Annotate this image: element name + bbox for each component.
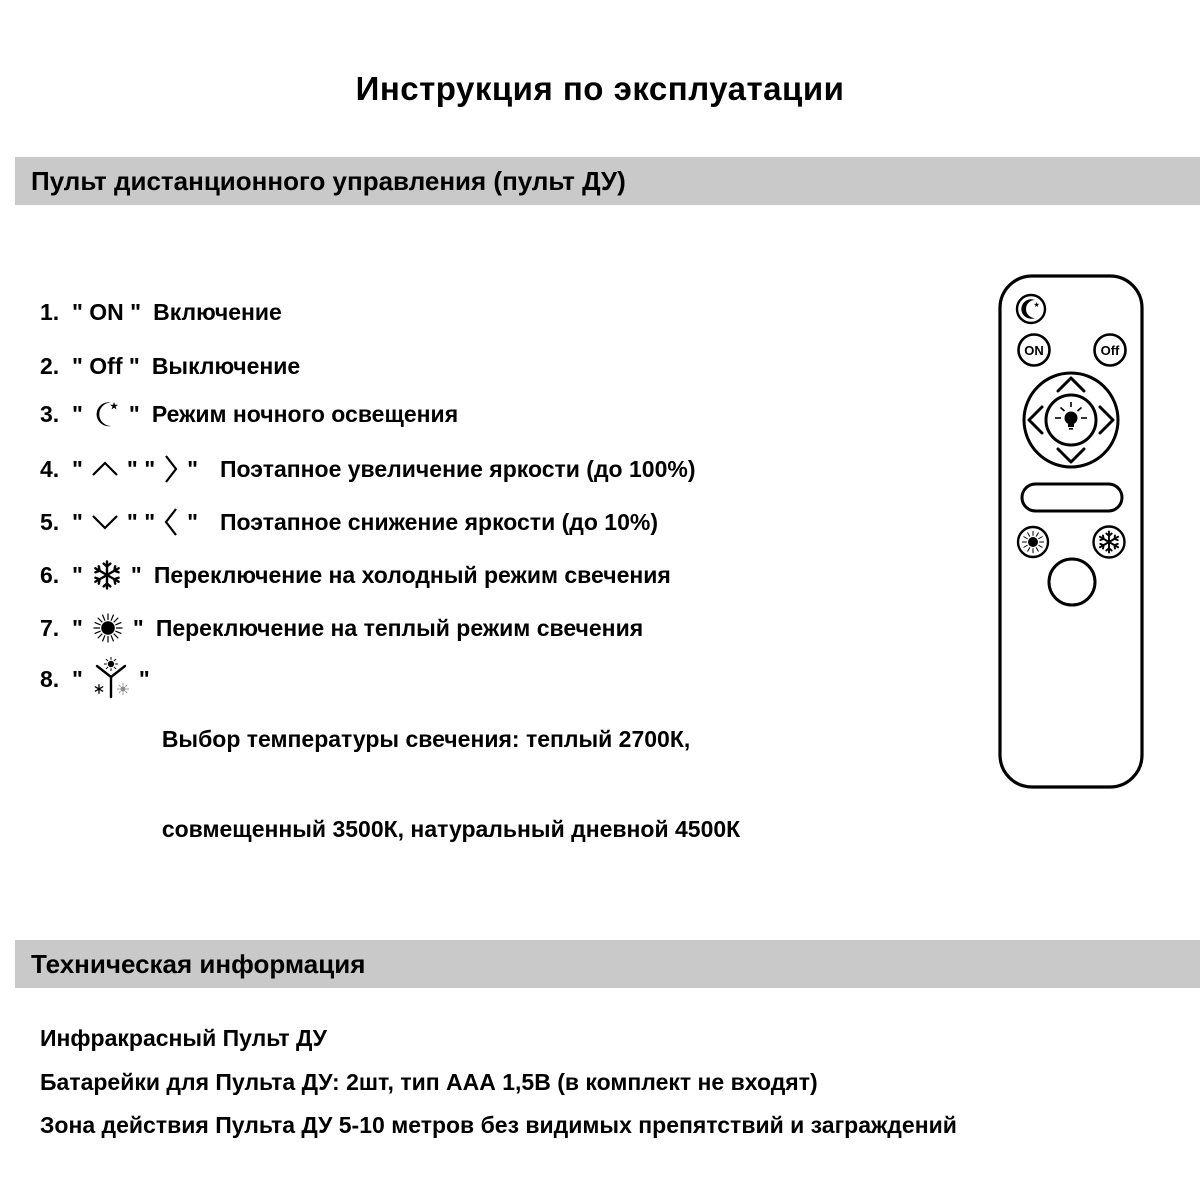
section-header-tech [15,940,1200,988]
quote: " [130,561,142,588]
item-number: 5. [40,508,60,535]
item-number: 6. [40,561,60,588]
item-number: 4. [40,455,60,482]
description-line-2: совмещенный 3500К, натуральный дневной 4500К [161,816,741,842]
quote: " [187,508,199,535]
list-item-on [40,294,282,330]
item-number: 3. [40,400,60,427]
quote: " [72,400,83,427]
list-item-night-mode [40,396,458,432]
item-number: 8. [40,666,60,692]
item-key: " ON " [72,298,142,325]
list-item-off [40,348,300,384]
item-description: Переключение на теплый режим свечения [155,614,644,641]
list-item-brightness-down [40,504,658,540]
remote-control-illustration [997,273,1145,791]
section-header-remote-label: Пульт дистанционного управления (пульт ДУ) [31,165,626,196]
list-item-warm-mode [40,610,643,646]
quote: " [187,455,199,482]
snowflake-icon [90,558,124,592]
section-header-remote [15,157,1200,205]
item-number: 2. [40,352,60,379]
quote: " " [126,508,156,535]
item-number: 7. [40,614,60,641]
item-description: Режим ночного освещения [151,400,459,427]
star-icon: ★ [1033,302,1040,309]
item-description [162,664,740,904]
item-description: Переключение на холодный режим свечения [153,561,671,588]
remote-warm-button [1018,527,1048,557]
chevron-right-icon [162,453,180,485]
tech-info-line: Зона действия Пульта ДУ 5-10 метров без видимых препятствий и заграждений [40,1112,957,1138]
svg-text:ON: ON [1024,343,1044,358]
sun-icon [90,610,126,646]
list-item-brightness-up [40,451,695,487]
item-key: " Off " [72,352,140,379]
quote: " [72,561,83,588]
page-title: Инструкция по эксплуатации [355,70,845,107]
item-description: Поэтапное увеличение яркости (до 100%) [220,455,696,482]
temperature-select-icon [90,656,132,702]
item-description: Поэтапное снижение яркости (до 10%) [220,508,658,535]
quote: " [132,614,144,641]
quote: " [72,455,83,482]
quote: " [128,400,140,427]
quote: " [72,614,83,641]
svg-text:★: ★ [109,401,118,411]
section-header-tech-label: Техническая информация [31,948,366,979]
quote: " " [126,455,156,482]
item-description: Выключение [151,352,301,379]
moon-icon [90,398,122,430]
description-line-1: Выбор температуры свечения: теплый 2700К, [161,726,691,752]
tech-info-line: Батарейки для Пульта ДУ: 2шт, тип ААА 1,5В (в комплект не входят) [40,1069,818,1095]
item-description: Включение [153,298,282,325]
list-item-color-temperature [40,664,741,842]
tech-info-line: Инфракрасный Пульт ДУ [40,1025,327,1051]
svg-text:Off: Off [1100,343,1120,358]
chevron-left-icon [162,506,180,538]
quote: " [138,666,150,692]
chevron-up-icon [90,459,120,479]
quote: " [72,508,83,535]
item-number: 1. [40,298,60,325]
quote: " [72,666,83,692]
chevron-down-icon [90,512,120,532]
list-item-cold-mode [40,557,671,593]
